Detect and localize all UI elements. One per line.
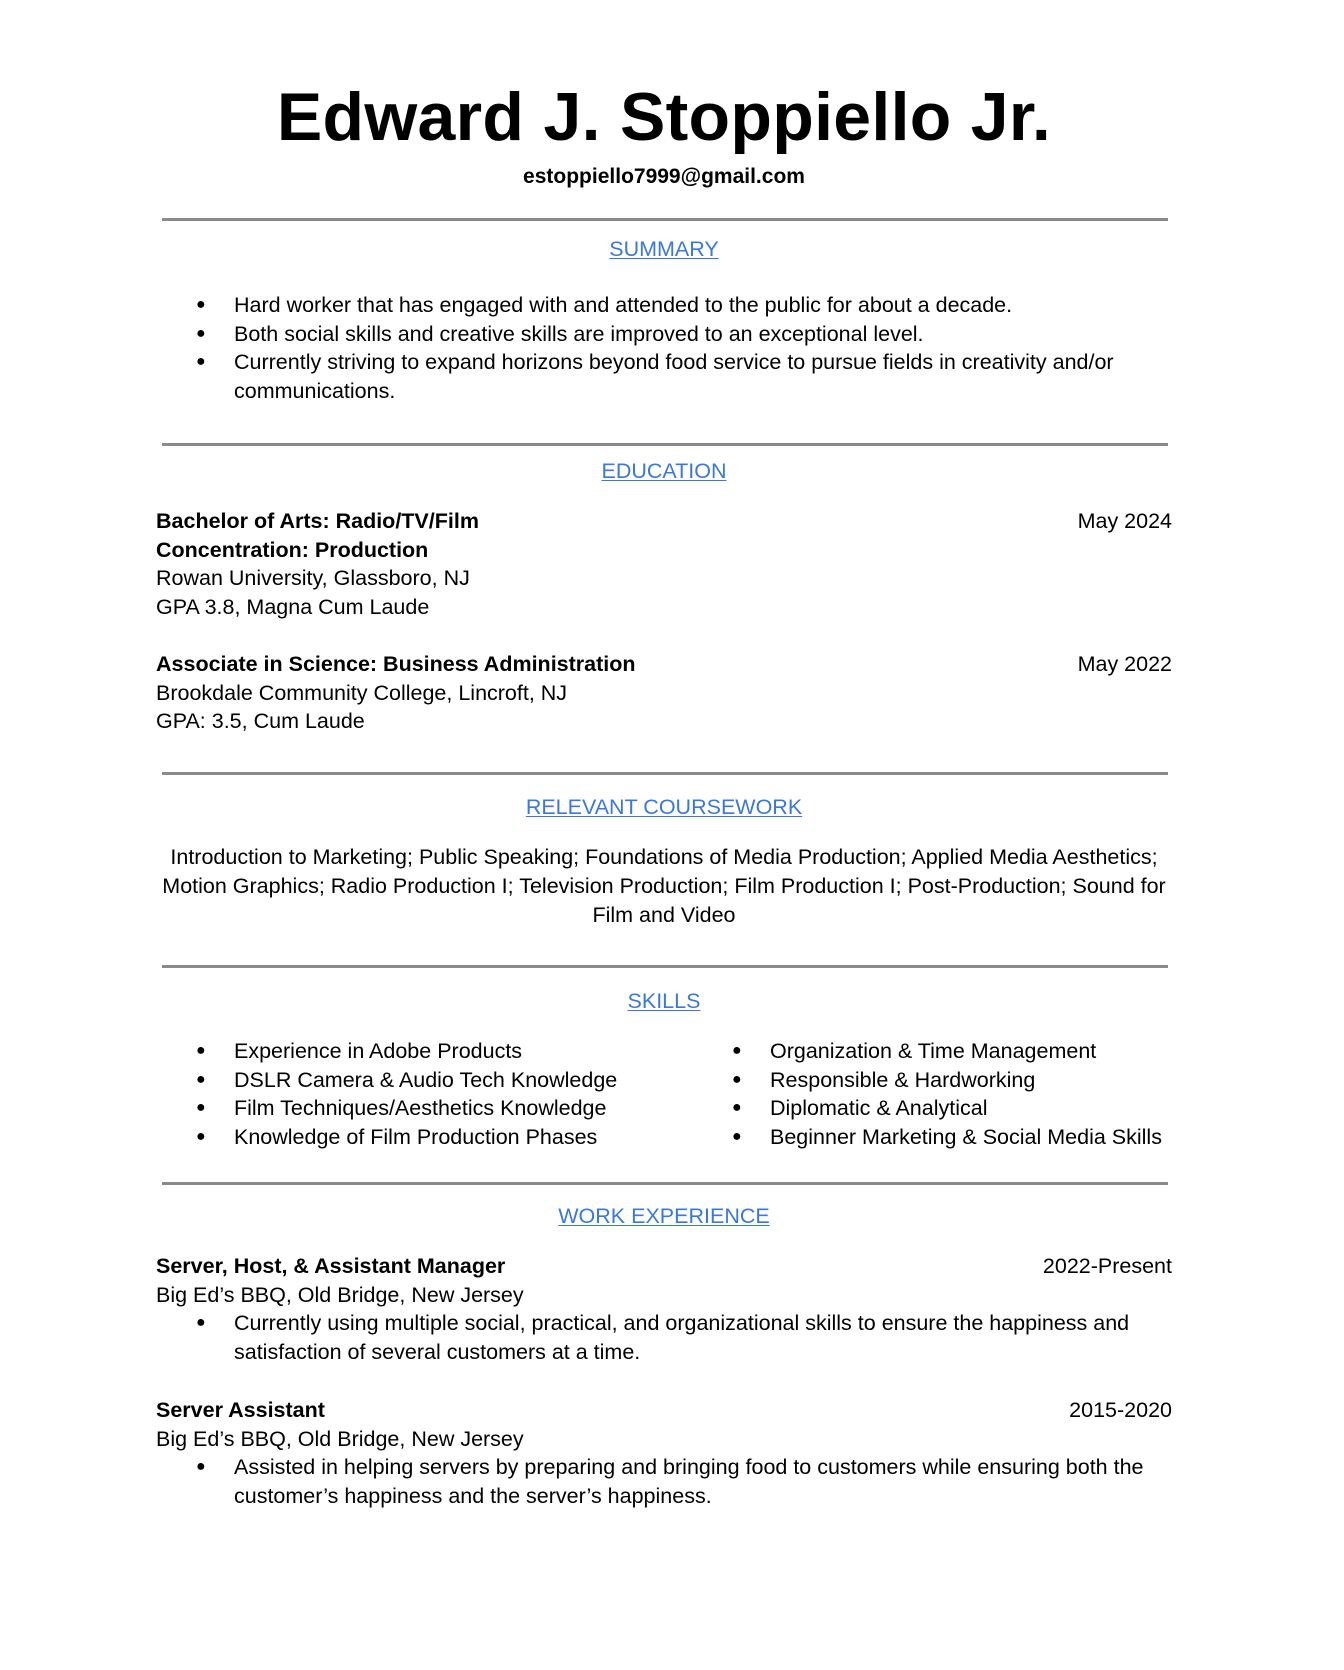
work-entry [156, 1252, 1172, 1367]
education-heading[interactable] [156, 458, 1172, 484]
summary-list [156, 291, 1172, 406]
candidate-name: Edward J. Stoppiello Jr. [276, 79, 1052, 155]
email-address: estoppiello7999@gmail.com [523, 165, 805, 188]
employer: Big Ed’s BBQ, Old Bridge, New Jersey [156, 1282, 524, 1307]
bullet-icon: ● [196, 1458, 206, 1476]
bullet-icon: ● [196, 1070, 206, 1088]
list-item: ● Diplomatic & Analytical [692, 1094, 1172, 1123]
bullet-icon: ● [196, 1042, 206, 1059]
bullet-icon: ● [732, 1128, 742, 1146]
bullet-icon: ● [196, 1128, 206, 1146]
job-dates: 2015-2020 [1069, 1398, 1172, 1422]
work-heading[interactable] [156, 1203, 1172, 1229]
bullet-icon: ● [196, 1099, 206, 1117]
school: Rowan University, Glassboro, NJ [156, 566, 470, 591]
list-item: ● Both social skills and creative skills are improved to an exceptional level. [156, 320, 1172, 349]
coursework-heading-link[interactable]: RELEVANT COURSEWORK [525, 795, 803, 819]
education-entry [156, 650, 1172, 736]
bullet-icon: ● [732, 1042, 742, 1059]
bullet-icon: ● [196, 324, 206, 342]
divider [162, 218, 1168, 221]
list-item: ● Assisted in helping servers by preparing and bringing food to customers while ensuring both the customer’s happiness and the server’s happiness. [196, 1455, 1144, 1509]
list-item: ● Organization & Time Management [692, 1037, 1172, 1066]
list-item: ● Film Techniques/Aesthetics Knowledge [156, 1094, 696, 1123]
list-item: ● Knowledge of Film Production Phases [156, 1123, 696, 1152]
degree-title: Bachelor of Arts: Radio/TV/Film [156, 509, 479, 533]
degree-title: Associate in Science: Business Administration [156, 652, 636, 676]
job-duties [156, 1309, 1172, 1366]
divider [162, 1182, 1168, 1185]
coursework-heading[interactable] [156, 794, 1172, 820]
list-item: ● DSLR Camera & Audio Tech Knowledge [156, 1066, 696, 1095]
divider [162, 772, 1168, 775]
school: Brookdale Community College, Lincroft, NJ [156, 680, 568, 705]
list-item: ● Currently using multiple social, practical, and organizational skills to ensure the happiness and satisfaction of several customers at a time. [196, 1311, 1130, 1365]
skills-heading-link[interactable]: SKILLS [627, 989, 701, 1013]
job-title: Server, Host, & Assistant Manager [156, 1254, 506, 1278]
list-item: ● Hard worker that has engaged with and attended to the public for about a decade. [156, 291, 1172, 320]
job-duties [156, 1453, 1172, 1510]
gpa: GPA 3.8, Magna Cum Laude [156, 595, 430, 620]
summary-heading[interactable] [156, 236, 1172, 262]
work-entry [156, 1396, 1172, 1511]
job-dates: 2022-Present [1042, 1254, 1172, 1278]
bullet-icon: ● [196, 296, 206, 313]
list-item: ● Responsible & Hardworking [692, 1066, 1172, 1095]
concentration: Concentration: Production [156, 537, 429, 562]
list-item: ● Currently striving to expand horizons beyond food service to pursue fields in creativity and/or communications. [196, 350, 1114, 404]
graduation-date: May 2022 [1077, 652, 1172, 676]
list-item: ● Experience in Adobe Products [156, 1037, 696, 1066]
divider [162, 443, 1168, 446]
bullet-icon: ● [732, 1070, 742, 1088]
summary-heading-link[interactable]: SUMMARY [609, 237, 719, 261]
education-heading-link[interactable]: EDUCATION [601, 459, 727, 483]
gpa: GPA: 3.5, Cum Laude [156, 709, 365, 734]
education-entry [156, 507, 1172, 622]
bullet-icon: ● [732, 1099, 742, 1117]
bullet-icon: ● [196, 353, 206, 371]
skills-heading[interactable] [156, 988, 1172, 1014]
job-title: Server Assistant [156, 1398, 325, 1422]
skills-list-left [156, 1037, 696, 1152]
coursework-text: Introduction to Marketing; Public Speaking; Foundations of Media Production; Applied Media Aesthetics; Motion Graphics; Radio Production I; Television Production; Film Production I; Post-Production; Sound for Film and Video [162, 845, 1166, 927]
work-heading-link[interactable]: WORK EXPERIENCE [558, 1204, 770, 1228]
bullet-icon: ● [196, 1314, 206, 1332]
graduation-date: May 2024 [1077, 509, 1172, 533]
employer: Big Ed’s BBQ, Old Bridge, New Jersey [156, 1426, 524, 1451]
skills-list-right [692, 1037, 1172, 1152]
divider [162, 965, 1168, 968]
list-item: ● Beginner Marketing & Social Media Skills [692, 1123, 1172, 1152]
